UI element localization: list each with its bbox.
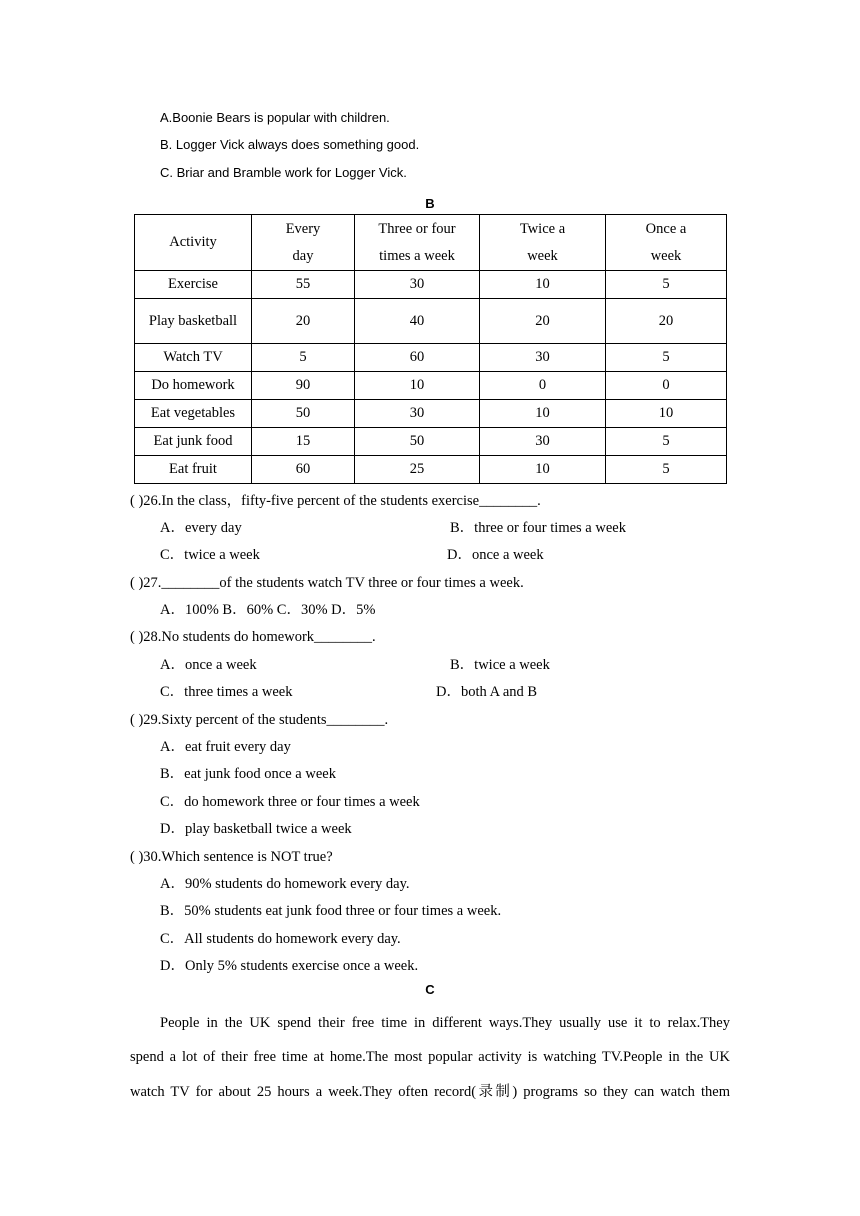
q28-option-a: A．once a week: [160, 657, 257, 673]
q30-option-a: A．90% students do homework every day.: [160, 876, 410, 892]
q28-option-b: B．twice a week: [450, 657, 550, 673]
header-cell: Activity: [135, 215, 252, 271]
percent-cell: 55: [252, 271, 355, 299]
activity-cell: Do homework: [135, 372, 252, 400]
percent-cell: 5: [606, 344, 727, 372]
percent-cell: 10: [606, 400, 727, 428]
q26-option-d: D．once a week: [447, 547, 544, 563]
percent-cell: 10: [355, 372, 480, 400]
header-cell: Once a week: [606, 215, 727, 271]
question-27: ( )27.________of the students watch TV three or four times a week.: [130, 575, 524, 591]
table-row: [135, 372, 727, 400]
passage-line-2: spend a lot of their free time at home.The most popular activity is watching TV.People in the UK: [130, 1049, 730, 1065]
q30-option-d: D．Only 5% students exercise once a week.: [160, 958, 419, 974]
percent-cell: 15: [252, 428, 355, 456]
table-row: [135, 400, 727, 428]
survey-table: [134, 214, 727, 484]
question-28: ( )28.No students do homework________.: [130, 629, 376, 645]
header-cell: Every day: [252, 215, 355, 271]
table-header-row: [135, 215, 727, 271]
percent-cell: 60: [355, 344, 480, 372]
percent-cell: 5: [606, 456, 727, 484]
section-b-heading: B: [425, 196, 435, 211]
activity-cell: Play basketball: [135, 299, 252, 344]
percent-cell: 30: [480, 344, 606, 372]
table-row: [135, 428, 727, 456]
percent-cell: 0: [480, 372, 606, 400]
percent-cell: 30: [480, 428, 606, 456]
q26-option-b: B．three or four times a week: [450, 520, 626, 536]
percent-cell: 50: [252, 400, 355, 428]
q29-option-c: C．do homework three or four times a week: [160, 794, 420, 810]
activity-cell: Eat junk food: [135, 428, 252, 456]
q29-option-a: A．eat fruit every day: [160, 739, 291, 755]
option-a: A.Boonie Bears is popular with children.: [160, 110, 390, 125]
header-cell: Three or four times a week: [355, 215, 480, 271]
activity-cell: Eat fruit: [135, 456, 252, 484]
option-b: B. Logger Vick always does something good.: [160, 137, 420, 152]
percent-cell: 10: [480, 456, 606, 484]
percent-cell: 25: [355, 456, 480, 484]
q28-option-c: C．three times a week: [160, 684, 293, 700]
table-row: [135, 344, 727, 372]
table-row: [135, 299, 727, 344]
percent-cell: 5: [252, 344, 355, 372]
q27-options: A．100% B．60% C．30% D．5%: [160, 602, 376, 618]
percent-cell: 40: [355, 299, 480, 344]
header-cell: Twice a week: [480, 215, 606, 271]
q26-option-a: A．every day: [160, 520, 242, 536]
percent-cell: 30: [355, 400, 480, 428]
q26-option-c: C．twice a week: [160, 547, 260, 563]
passage-line-1: People in the UK spend their free time in different ways.They usually use it to relax.They: [160, 1015, 730, 1031]
table-row: [135, 271, 727, 299]
percent-cell: 5: [606, 428, 727, 456]
section-c-heading: C: [425, 982, 435, 997]
question-26: ( )26.In the class，fifty-five percent of the students exercise________.: [130, 493, 541, 509]
activity-cell: Exercise: [135, 271, 252, 299]
percent-cell: 10: [480, 400, 606, 428]
percent-cell: 90: [252, 372, 355, 400]
option-c: C. Briar and Bramble work for Logger Vick.: [160, 165, 407, 180]
q28-option-d: D．both A and B: [436, 684, 538, 700]
activity-cell: Watch TV: [135, 344, 252, 372]
question-30: ( )30.Which sentence is NOT true?: [130, 849, 333, 865]
passage-line-3: watch TV for about 25 hours a week.They often record(录制) programs so they can watch them: [130, 1084, 730, 1100]
q29-option-d: D．play basketball twice a week: [160, 821, 352, 837]
percent-cell: 30: [355, 271, 480, 299]
percent-cell: 50: [355, 428, 480, 456]
activity-cell: Eat vegetables: [135, 400, 252, 428]
percent-cell: 0: [606, 372, 727, 400]
question-29: ( )29.Sixty percent of the students________.: [130, 712, 389, 728]
percent-cell: 60: [252, 456, 355, 484]
percent-cell: 5: [606, 271, 727, 299]
q30-option-b: B．50% students eat junk food three or four times a week.: [160, 903, 502, 919]
table-body: [135, 215, 727, 484]
percent-cell: 20: [252, 299, 355, 344]
percent-cell: 20: [606, 299, 727, 344]
percent-cell: 20: [480, 299, 606, 344]
percent-cell: 10: [480, 271, 606, 299]
table-row: [135, 456, 727, 484]
q30-option-c: C．All students do homework every day.: [160, 931, 401, 947]
q29-option-b: B．eat junk food once a week: [160, 766, 336, 782]
